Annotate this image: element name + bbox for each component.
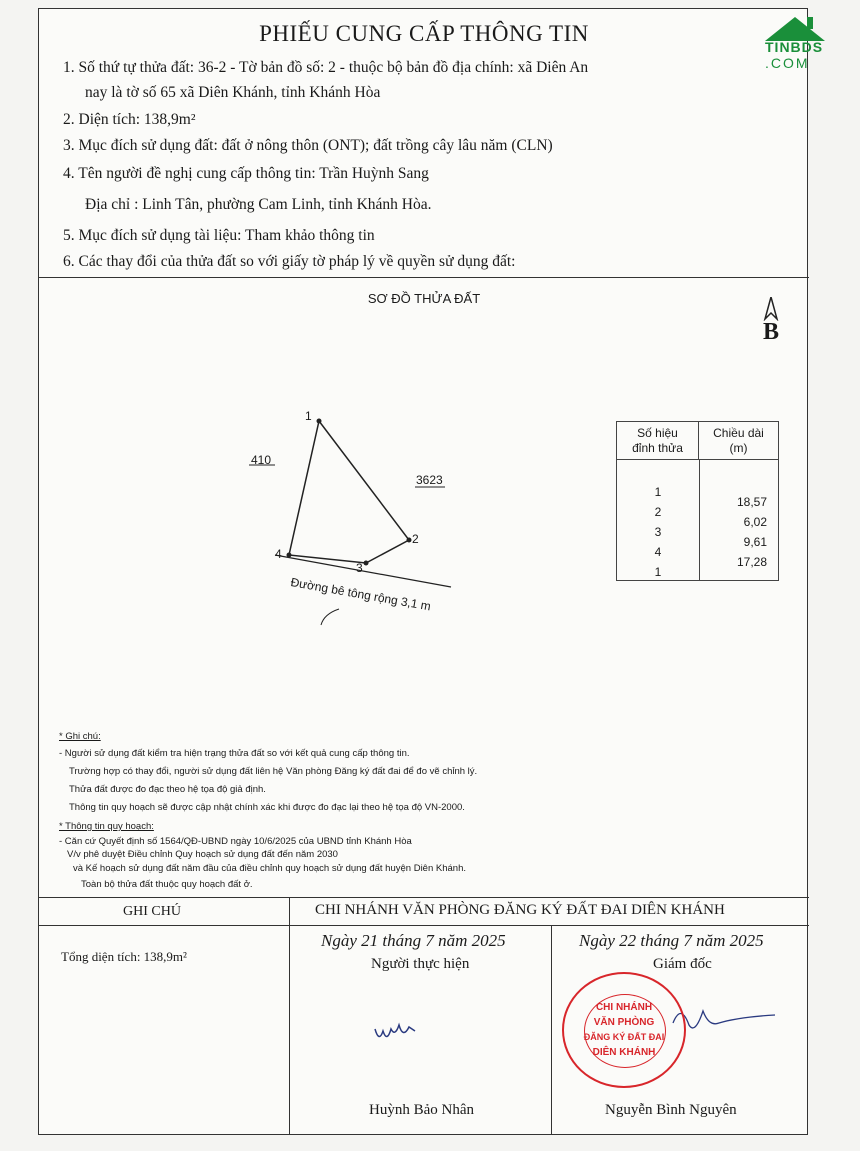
table-header-length [699, 422, 778, 460]
stamp-line: CHI NHÁNH [595, 1002, 653, 1013]
note-line: Trường hợp có thay đổi, người sử dụng đất liên hệ Văn phòng Đăng ký đất đai để đo vẽ chỉnh lý. [69, 766, 478, 777]
table-header-vertex [617, 422, 699, 460]
road-curve [321, 609, 339, 625]
logo-text-bottom: .COM [765, 55, 810, 71]
stamp-line: VĂN PHÒNG [593, 1017, 655, 1028]
table-cell: 18,57 [736, 495, 767, 509]
footer-top-border [39, 897, 809, 898]
diagram-title: SƠ ĐỒ THỬA ĐẤT [367, 291, 481, 306]
table-cell: 6,02 [743, 515, 767, 529]
table-cell: 2 [654, 505, 662, 519]
vertex-marker [287, 553, 292, 558]
signature-left [369, 1009, 429, 1049]
footer-branch: CHI NHÁNH VĂN PHÒNG ĐĂNG KÝ ĐẤT ĐAI DIÊN KHÁNH [315, 902, 725, 918]
planning-line: - Căn cứ Quyết định số 1564/QĐ-UBND ngày 10/6/2025 của UBND tỉnh Khánh Hòa [59, 836, 412, 847]
logo-text-top: TINBDS [765, 39, 824, 55]
footer-total-area: Tổng diện tích: 138,9m² [61, 949, 187, 964]
vertex-label-1: 1 [305, 409, 312, 423]
vertex-marker [407, 538, 412, 543]
header-text: Chiều dài [713, 426, 764, 440]
planning-line: và Kế hoạch sử dụng đất năm đầu của điều chỉnh quy hoạch sử dụng đất huyện Diên Khánh. [73, 863, 466, 874]
north-label: B [763, 319, 780, 345]
header-text: (m) [729, 441, 748, 455]
table-cell: 3 [654, 525, 662, 539]
footer-divider [551, 925, 552, 1135]
road-label: Đường bê tông rộng 3,1 m [289, 575, 432, 614]
table-cell: 9,61 [743, 535, 767, 549]
info-line-1b: nay là tờ số 65 xã Diên Khánh, tỉnh Khánh Hòa [85, 84, 381, 101]
footer-header-border [39, 925, 809, 926]
vertex-column [617, 482, 699, 582]
role-left: Người thực hiện [371, 956, 470, 972]
info-line-1: 1. Số thứ tự thửa đất: 36-2 - Tờ bản đồ số: 2 - thuộc bộ bản đồ địa chính: xã Diên An [63, 59, 589, 76]
parcel-boundary [289, 421, 409, 563]
table-cell: 1 [654, 485, 662, 499]
footer-divider [289, 897, 290, 1135]
vertex-marker [317, 419, 322, 424]
neighbor-parcel-left: 410 [251, 453, 272, 467]
header-text: đỉnh thửa [632, 441, 683, 455]
neighbor-parcel-right: 3623 [416, 473, 443, 487]
official-stamp [562, 972, 686, 1088]
document-title: PHIẾU CUNG CẤP THÔNG TIN [259, 21, 589, 46]
stamp-line: ĐĂNG KÝ ĐẤT ĐAI [583, 1032, 665, 1042]
info-line-3: 3. Mục đích sử dụng đất: đất ở nông thôn (ONT); đất trồng cây lâu năm (CLN) [63, 137, 553, 154]
name-right: Nguyễn Bình Nguyên [605, 1102, 737, 1118]
info-line-6: 6. Các thay đổi của thửa đất so với giấy tờ pháp lý về quyền sử dụng đất: [63, 253, 516, 270]
info-line-5: 5. Mục đích sử dụng tài liệu: Tham khảo thông tin [63, 227, 375, 244]
date-right: Ngày 22 tháng 7 năm 2025 [579, 931, 764, 950]
table-cell: 17,28 [736, 555, 767, 569]
note-line: Thông tin quy hoạch sẽ được cập nhật chính xác khi được đo đạc lại theo hệ tọa độ VN-2000. [69, 802, 465, 813]
stamp-line: DIÊN KHÁNH [592, 1047, 656, 1058]
table-cell: 4 [654, 545, 662, 559]
length-table [616, 421, 779, 581]
vertex-label-3: 3 [356, 561, 363, 575]
footer-ghi-chu: GHI CHÚ [123, 904, 181, 919]
note-line: - Người sử dụng đất kiểm tra hiện trạng thửa đất so với kết quả cung cấp thông tin. [59, 748, 410, 759]
planning-line: Toàn bộ thửa đất thuộc quy hoạch đất ở. [81, 879, 253, 890]
note-line: Thửa đất được đo đạc theo hệ tọa độ giả định. [69, 784, 266, 795]
name-left: Huỳnh Bảo Nhân [369, 1102, 474, 1118]
vertex-label-4: 4 [275, 547, 282, 561]
date-left: Ngày 21 tháng 7 năm 2025 [321, 931, 506, 950]
info-line-4: 4. Tên người đề nghị cung cấp thông tin: Trần Huỳnh Sang [63, 165, 429, 182]
planning-title: * Thông tin quy hoạch: [59, 821, 154, 832]
length-column [717, 492, 767, 572]
document-page [38, 8, 824, 1135]
table-cell: 1 [654, 565, 662, 579]
planning-line: V/v phê duyệt Điều chỉnh Quy hoạch sử dụng đất đến năm 2030 [67, 849, 338, 860]
notes-title: * Ghi chú: [59, 731, 101, 742]
info-line-4b: Địa chỉ : Linh Tân, phường Cam Linh, tỉnh Khánh Hòa. [85, 196, 432, 213]
vertex-label-2: 2 [412, 532, 419, 546]
table-divider [699, 460, 700, 580]
role-right: Giám đốc [653, 956, 712, 972]
header-text: Số hiệu [637, 426, 678, 440]
vertex-marker [364, 561, 369, 566]
info-line-2: 2. Diện tích: 138,9m² [63, 111, 196, 128]
